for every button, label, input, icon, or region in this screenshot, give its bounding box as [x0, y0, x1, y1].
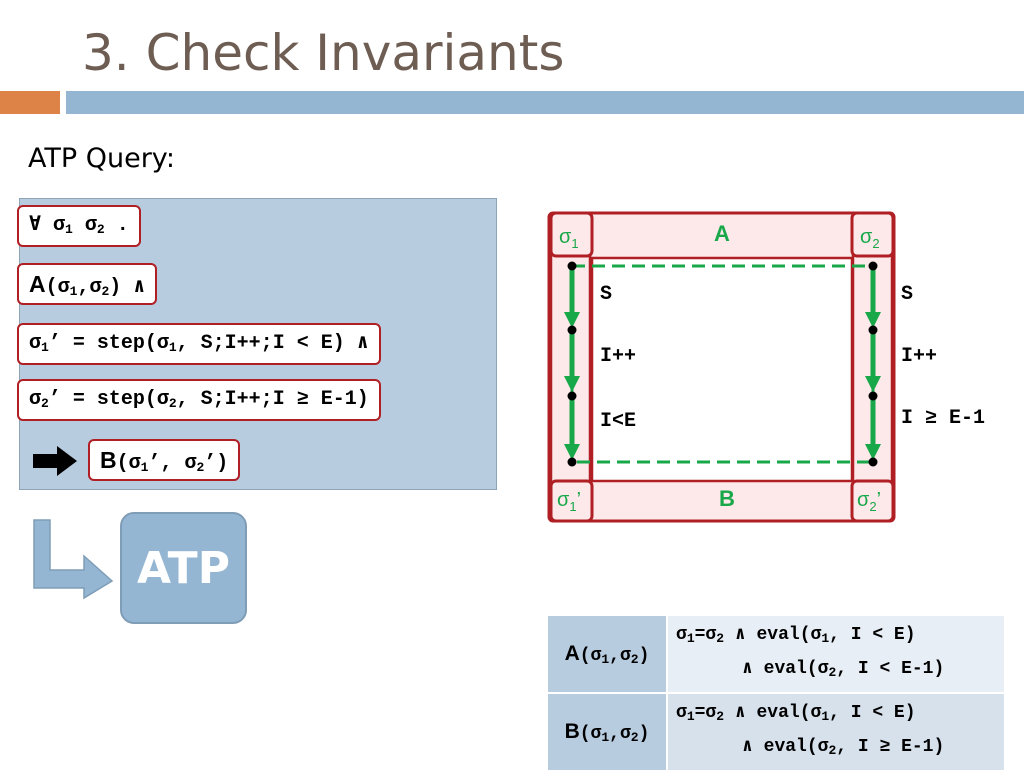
query-quantifier: ∀ $\sigma_1$ $\sigma_2$ . — [17, 205, 141, 247]
query-precondition-A: $A(\sigma_1,\sigma_2)$ ∧ — [17, 263, 157, 305]
sigma1-prime-label: $\sigma_1$’ — [557, 489, 582, 514]
send-to-atp-arrow-icon — [32, 518, 114, 600]
query-step-sigma1: $\sigma_1$’ = $step(\sigma_1$, S;I++;I < E) ∧ — [17, 323, 381, 365]
invariant-A-name: $A(\sigma_1,\sigma_2)$ — [547, 615, 667, 693]
diagram-inner — [592, 258, 852, 481]
invariant-diagram — [545, 208, 938, 528]
sigma1-label: $\sigma_1$ — [559, 226, 579, 251]
sigma2-label: $\sigma_2$ — [860, 226, 880, 251]
invariant-B-name: $B(\sigma_1,\sigma_2)$ — [547, 693, 667, 771]
accent-bar-blue — [66, 91, 1024, 114]
table-row — [547, 615, 1005, 693]
right-step-cond: I ≥ E-1 — [901, 407, 986, 430]
accent-bar-orange — [0, 91, 60, 114]
atp-box: ATP — [120, 512, 247, 624]
right-step-S: S — [901, 283, 914, 306]
query-postcondition-B: $B(\sigma_1$’, $\sigma_2$’) — [88, 439, 240, 481]
left-step-incr: I++ — [600, 345, 637, 368]
table-row — [547, 693, 1005, 771]
left-step-S: S — [600, 283, 613, 306]
invariant-A-label: A — [714, 221, 730, 246]
slide-title: 3. Check Invariants — [82, 24, 565, 82]
atp-query-heading: ATP Query: — [28, 143, 175, 174]
invariant-B-definition: $\sigma_1=\sigma_2$ ∧ $eval(\sigma_1$, I < E) ∧ $eval(\sigma_2$, I ≥ E-1) — [667, 693, 1005, 771]
invariant-B-label: B — [719, 486, 735, 511]
implies-arrow-icon — [33, 446, 79, 476]
query-step-sigma2: $\sigma_2$’ = $step(\sigma_2$, S;I++;I ≥ E-1) — [17, 379, 381, 421]
invariant-A-definition: $\sigma_1=\sigma_2$ ∧ $eval(\sigma_1$, I < E) ∧ $eval(\sigma_2$, I < E-1) — [667, 615, 1005, 693]
sigma2-prime-label: $\sigma_2$’ — [857, 489, 882, 514]
right-step-incr: I++ — [901, 345, 938, 368]
left-step-cond: I<E — [600, 410, 637, 433]
invariant-table — [546, 614, 1006, 772]
